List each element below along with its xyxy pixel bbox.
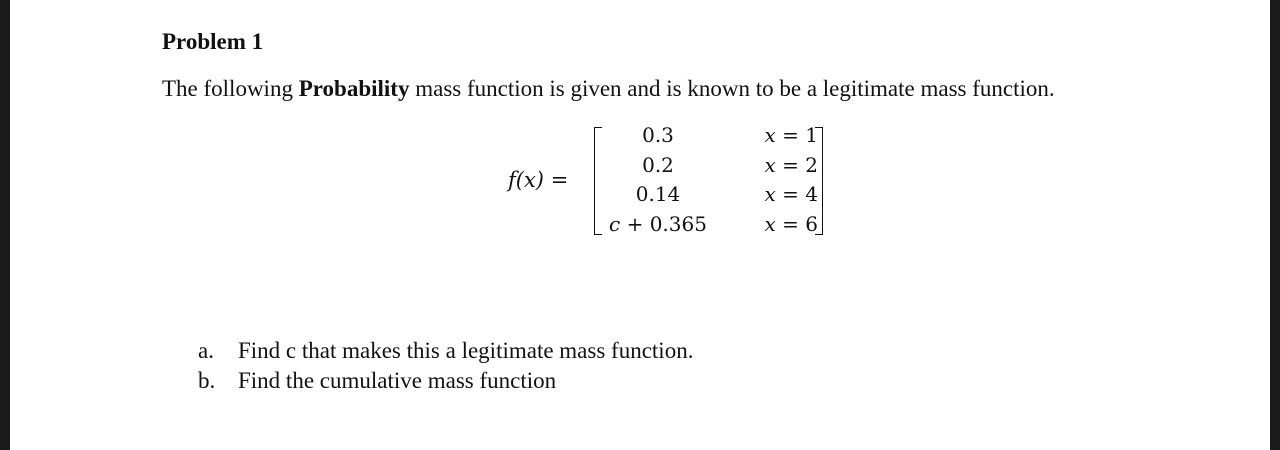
question-text: Find c that makes this a legitimate mass function. <box>238 338 694 363</box>
pmf-value-row-4: c + 0.365 <box>609 212 707 236</box>
problem-intro <box>162 75 1055 103</box>
pmf-value-row-2: 0.2 <box>642 153 674 177</box>
pmf-value-row-3: 0.14 <box>635 182 681 206</box>
pmf-x-row-3: x = 4 <box>764 182 818 206</box>
equals-sign: = <box>544 168 569 192</box>
problem-heading: Problem 1 <box>162 29 264 54</box>
pmf-x-row-1: x = 1 <box>764 123 818 147</box>
function-name: f(x) <box>508 168 545 192</box>
question-marker: b. <box>198 368 216 393</box>
intro-text-start: The following <box>162 76 299 101</box>
intro-bold-term: Probability <box>298 76 410 101</box>
intro-text-end: mass function is given and is known to be a legitimate mass function. <box>409 76 1055 101</box>
question-list <box>198 336 693 396</box>
pmf-x-row-2: x = 2 <box>764 153 818 177</box>
pmf-x-row-4: x = 6 <box>764 212 818 236</box>
question-text: Find the cumulative mass function <box>238 368 557 393</box>
question-a <box>198 336 693 366</box>
question-marker: a. <box>198 338 214 363</box>
question-b <box>198 366 693 396</box>
left-edge <box>0 0 10 450</box>
equation-lhs <box>508 166 568 194</box>
right-edge <box>1270 0 1280 450</box>
pmf-value-row-1: 0.3 <box>642 123 674 147</box>
